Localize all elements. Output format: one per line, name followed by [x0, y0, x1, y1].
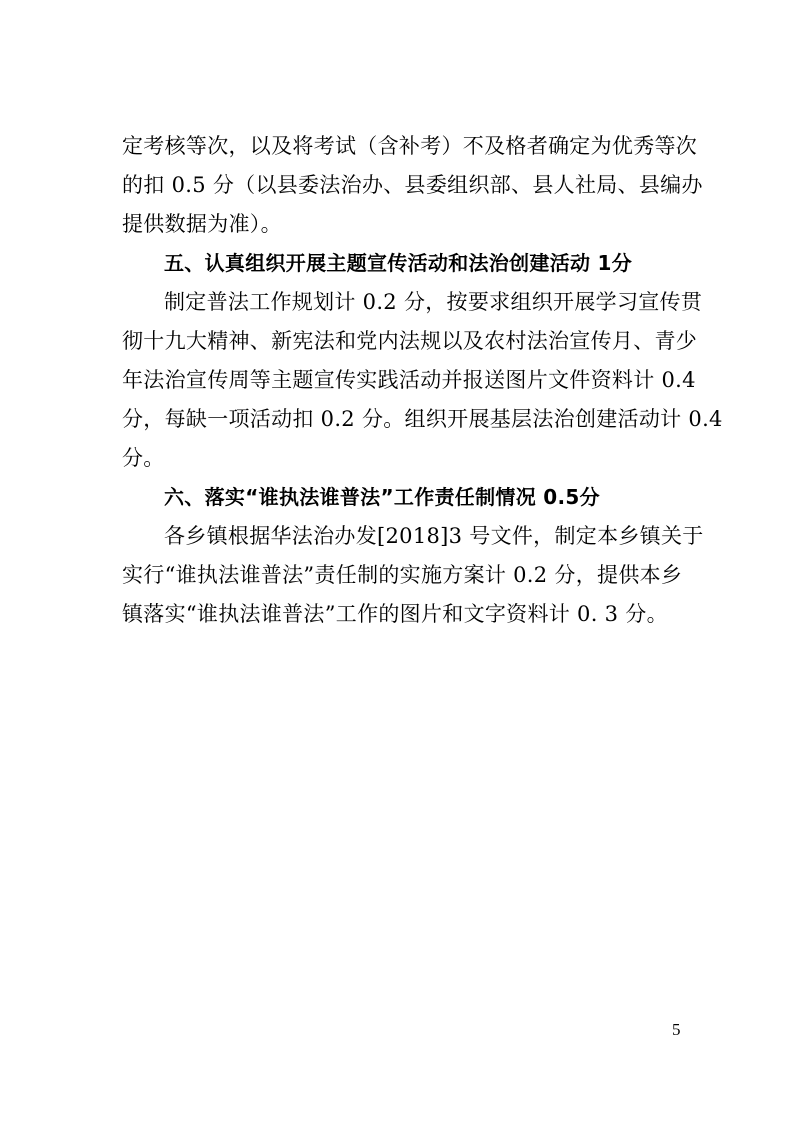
text-line: 彻十九大精神、新宪法和党内法规以及农村法治宣传月、青少 — [122, 329, 698, 353]
section-heading-5: 五、认真组织开展主题宣传活动和法治创建活动 1分 — [164, 251, 633, 275]
text-line: 实行“谁执法谁普法”责任制的实施方案计 0.2 分，提供本乡 — [122, 563, 683, 587]
text-line: 制定普法工作规划计 0.2 分，按要求组织开展学习宣传贯 — [164, 290, 703, 314]
text-line: 提供数据为准）。 — [122, 212, 282, 236]
text-line: 分。 — [122, 446, 165, 470]
text-line: 镇落实“谁执法谁普法”工作的图片和文字资料计 0. 3 分。 — [122, 602, 668, 626]
page-number: 5 — [672, 1020, 681, 1039]
text-line: 年法治宣传周等主题宣传实践活动并报送图片文件资料计 0.4 — [122, 368, 696, 392]
section-heading-6: 六、落实“谁执法谁普法”工作责任制情况 0.5分 — [164, 485, 600, 509]
text-line: 分，每缺一项活动扣 0.2 分。组织开展基层法治创建活动计 0.4 — [122, 407, 723, 431]
text-line: 定考核等次，以及将考试（含补考）不及格者确定为优秀等次 — [122, 134, 698, 158]
text-line: 的扣 0.5 分（以县委法治办、县委组织部、县人社局、县编办 — [122, 173, 703, 197]
text-line: 各乡镇根据华法治办发[2018]3 号文件，制定本乡镇关于 — [164, 524, 704, 548]
